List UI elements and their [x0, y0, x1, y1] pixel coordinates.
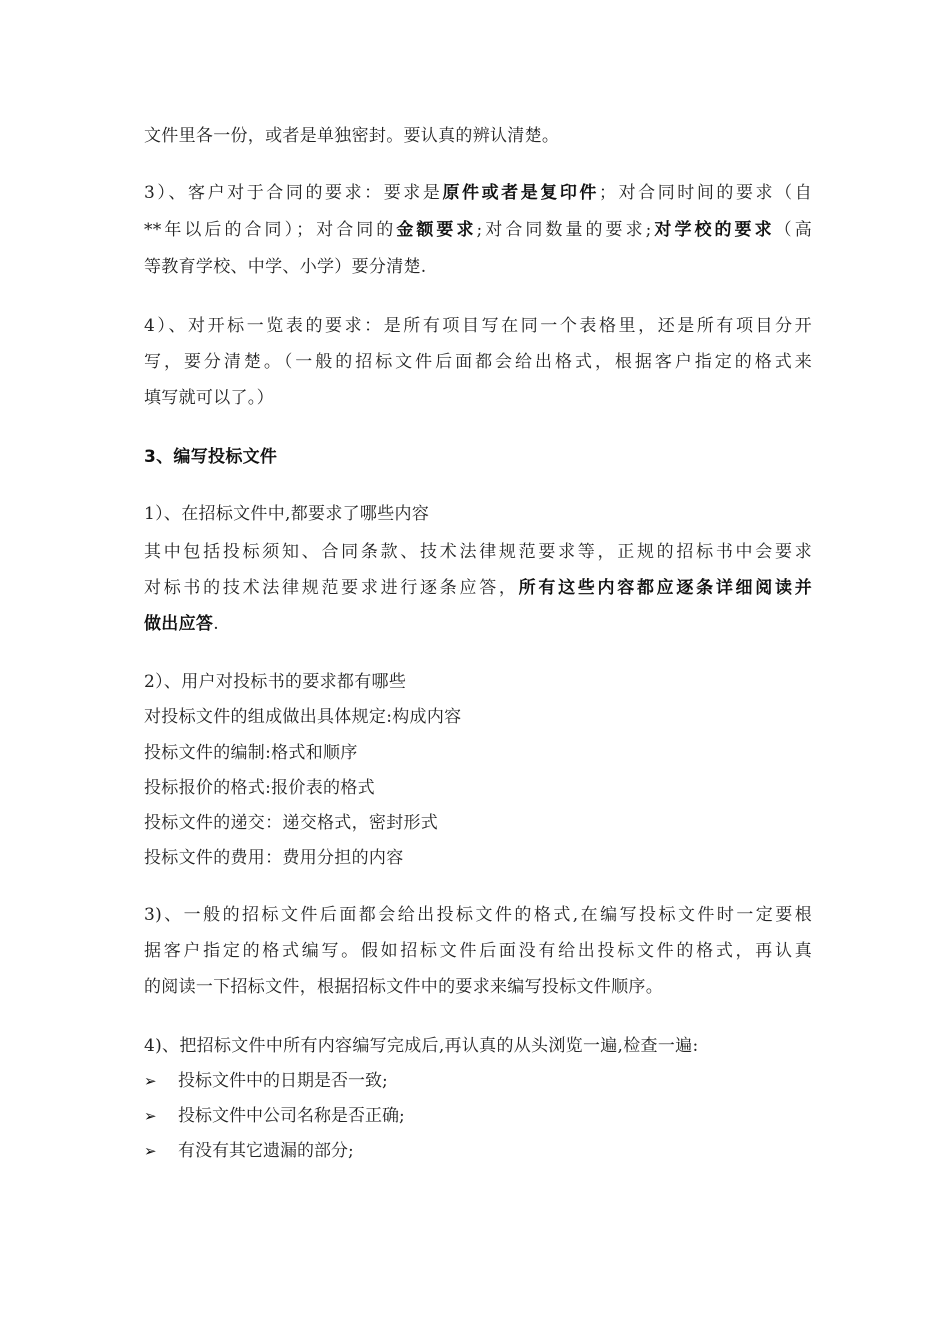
subsection-2-item: 投标文件的编制:格式和顺序: [144, 743, 358, 763]
subsection-1-heading: 1）、在招标文件中,都要求了哪些内容: [144, 504, 430, 524]
contract-req-line-3: 等教育学校、中学、小学）要分清楚.: [144, 257, 427, 277]
subsection-2-item: 对投标文件的组成做出具体规定:构成内容: [144, 707, 462, 727]
subsection-3-line-1: 3)、一般的招标文件后面都会给出投标文件的格式,在编写投标文件时一定要根: [144, 905, 812, 925]
arrow-bullet-icon: ➢: [144, 1107, 157, 1125]
bid-opening-line-1: 4）、对开标一览表的要求：是所有项目写在同一个表格里，还是所有项目分开: [144, 316, 812, 336]
section-heading: 3、编写投标文件: [144, 447, 278, 467]
paragraph-continuation: 文件里各一份，或者是单独密封。要认真的辨认清楚。: [144, 126, 560, 146]
bid-opening-line-3: 填写就可以了。）: [144, 388, 274, 408]
arrow-bullet-icon: ➢: [144, 1142, 157, 1160]
subsection-1-line-3: [144, 612, 812, 636]
checklist-item: [144, 1069, 812, 1093]
subsection-3-line-2: 据客户指定的格式编写。假如招标文件后面没有给出投标文件的格式，再认真: [144, 941, 812, 961]
subsection-2-item: 投标报价的格式:报价表的格式: [144, 778, 375, 798]
checklist-item-text: 有没有其它遗漏的部分;: [178, 1141, 354, 1161]
checklist-item: [144, 1139, 812, 1163]
subsection-4-heading: 4)、把招标文件中所有内容编写完成后,再认真的从头浏览一遍,检查一遍:: [144, 1036, 699, 1056]
text-run: 对标书的技术法律规范要求进行逐条应答，: [144, 578, 519, 598]
checklist-item: [144, 1104, 812, 1128]
subsection-3-line-3: 的阅读一下招标文件，根据招标文件中的要求来编写投标文件顺序。: [144, 977, 663, 997]
text-run: .: [213, 614, 219, 634]
subsection-2-heading: 2）、用户对投标书的要求都有哪些: [144, 672, 407, 692]
text-run: ；对合同时间的要求（自: [599, 183, 812, 203]
arrow-bullet-icon: ➢: [144, 1072, 157, 1090]
bold-text-amount: 金额要求: [396, 220, 477, 240]
subsection-2-item: 投标文件的费用：费用分担的内容: [144, 848, 404, 868]
checklist-item-text: 投标文件中公司名称是否正确;: [178, 1106, 405, 1126]
subsection-2-item: 投标文件的递交：递交格式，密封形式: [144, 813, 439, 833]
bold-text-read-all: 所有这些内容都应逐条详细阅读并: [518, 578, 813, 598]
bold-text-respond: 做出应答: [144, 614, 214, 634]
contract-req-line-2: [144, 218, 812, 242]
bold-text-school: 对学校的要求: [651, 220, 775, 240]
subsection-1-line-2: [144, 576, 812, 600]
bold-text-original-or-copy: 原件或者是复印件: [442, 183, 599, 203]
text-run: （高: [774, 220, 812, 240]
checklist-item-text: 投标文件中的日期是否一致;: [178, 1071, 388, 1091]
text-run: ;对合同数量的要求;: [476, 220, 652, 240]
bid-opening-line-2: 写，要分清楚。（一般的招标文件后面都会给出格式，根据客户指定的格式来: [144, 352, 812, 372]
text-run: **年以后的合同）；对合同的: [144, 220, 397, 240]
text-run: 3）、客户对于合同的要求：要求是: [144, 183, 443, 203]
subsection-1-line-1: 其中包括投标须知、合同条款、技术法律规范要求等，正规的招标书中会要求: [144, 542, 812, 562]
contract-req-line-1: [144, 181, 812, 205]
